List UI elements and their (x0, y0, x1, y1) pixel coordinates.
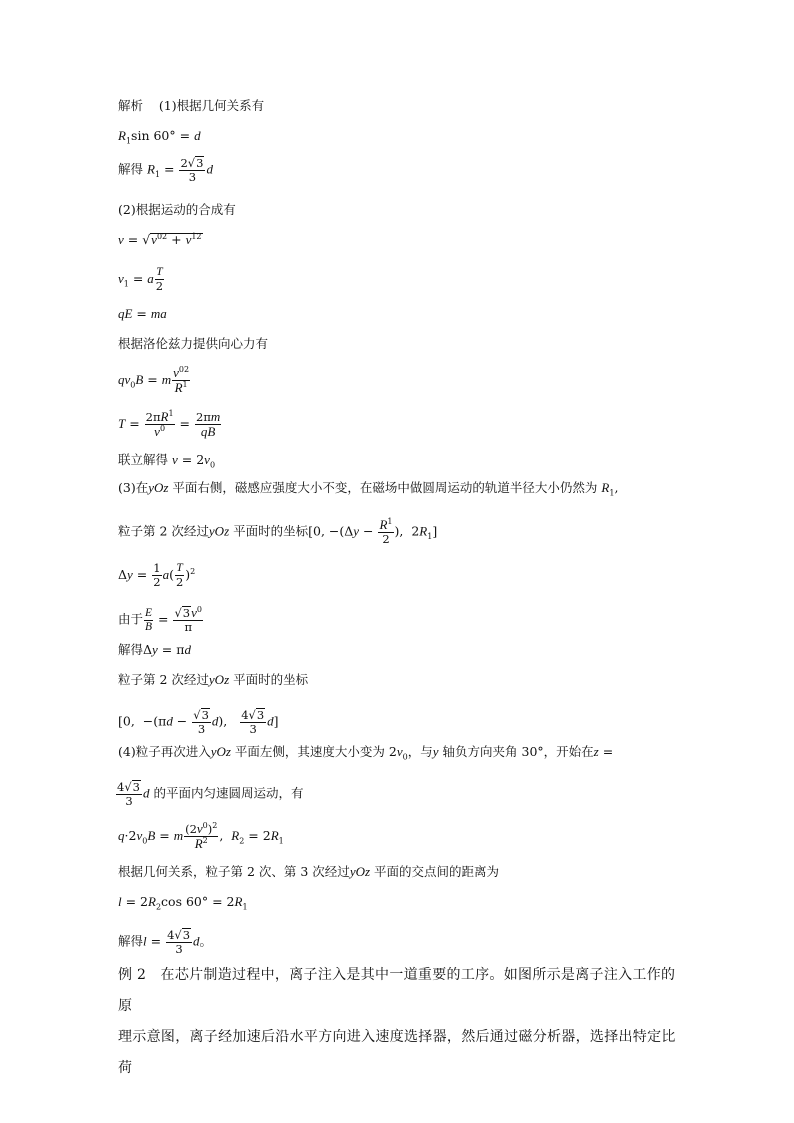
solution-heading-line (118, 98, 264, 114)
part4-intro: (4)粒子再次进入yOz 平面左侧，其速度大小变为 $2v_0$，与y 轴负方向夹角 30°，开始在z = (118, 744, 614, 762)
equation-e-over-b: 由于 $\frac{E}{B}$ = $\frac{√3v^0}{\pi}$ (118, 605, 202, 634)
equation-period: T = $\frac{2\pi R^1}{v^0}$ = $\frac{2\pi m}{qB}$ (118, 409, 221, 439)
equation-r1-sin: $R_1\sin$ 60° = d (118, 128, 201, 146)
combine-label: 联立解得 (118, 452, 169, 467)
equation-qe-ma: qE = ma (118, 306, 167, 321)
example2-line2: 理示意图，离子经加速后沿水平方向进入速度选择器，然后通过磁分析器，选择出特定比荷 (118, 1029, 676, 1076)
lorentz-intro: 根据洛伦兹力提供向心力有 (118, 336, 269, 351)
part3-coordinate-line: 粒子第 2 次经过yOz 平面时的坐标[0, −(Δy − $\frac{R^1}{2}$ ), $2R_1$] (118, 517, 438, 546)
geometry-intro: 根据几何关系，粒子第 2 次、第 3 次经过yOz 平面的交点间的距离为 (118, 864, 500, 879)
part1-intro: (1)根据几何关系有 (158, 98, 265, 113)
equation-delta-y-result: 解得Δy = πd (118, 642, 191, 657)
equation-delta-y: Δy = $\frac{1}{2}$ a( $\frac{T}{2}$ )$^2$ (118, 561, 196, 589)
part3-coordinate-intro: 粒子第 2 次经过yOz 平面时的坐标 (118, 672, 309, 687)
equation-v-result: 联立解得 $v = 2v_0$ (118, 452, 216, 470)
coordinate-result: [0, −(πd − $\frac{√3}{3}$ d), $\frac{4√3}{3}$ d] (118, 708, 279, 736)
example2-line1: 例 2 在芯片制造过程中，离子注入是其中一道重要的工序。如图所示是离子注入工作的原 (118, 967, 676, 1014)
solution-label: 解析 (118, 98, 144, 113)
equation-l-result: 解得l = $\frac{4√3}{3}$ d。 (118, 928, 213, 956)
part2-intro: (2)根据运动的合成有 (118, 202, 236, 217)
equation-lorentz: $qv_0B = m$ $\frac{v^{02}}{R^1}$ (118, 365, 190, 395)
equation-r2: $q\cdot 2v_0B = m$ $\frac{(2v^0)^2}{R^2}$ , $R_2 = 2R_1$ (118, 821, 284, 851)
equation-v1: $v_1 = a$ $\frac{T}{2}$ (118, 266, 164, 293)
example2-paragraph (118, 960, 678, 1084)
equation-v-compose: $v = √v^{02} + v^{12}$ (118, 231, 202, 247)
example2-label: 例 2 (118, 967, 147, 983)
part4-plane-line: $\frac{4√3}{3}$ d 的平面内匀速圆周运动，有 (117, 780, 304, 808)
part3-intro: (3)在yOz 平面右侧，磁感应强度大小不变，在磁场中做圆周运动的轨道半径大小仍然为 $R_1$, (118, 480, 619, 498)
solve-label: 解得 (118, 161, 144, 177)
equation-l: $l = 2R_2\cos$ $60^\circ = 2R_1$ (118, 894, 248, 912)
equation-r1-result: 解得 $R_1$ = $\frac{2√3}{3}$ d (118, 156, 213, 184)
